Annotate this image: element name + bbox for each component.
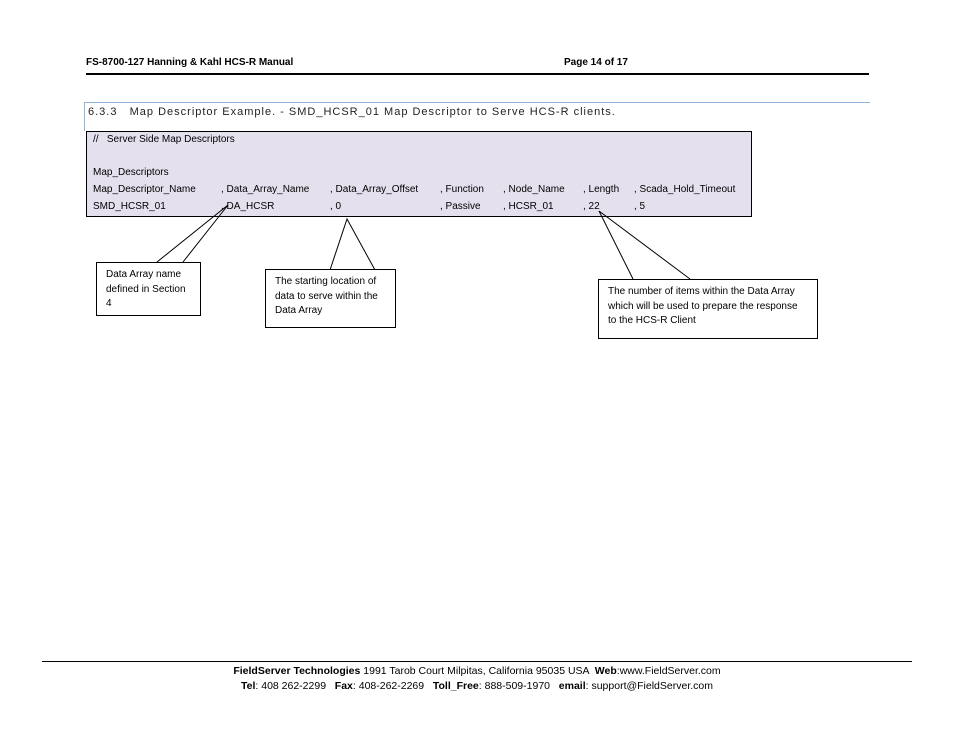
footer-fax: : 408-262-2269 [352, 680, 433, 692]
footer-tel-label: Tel [240, 680, 256, 692]
code-value: , 5 [634, 201, 646, 212]
code-value: , 22 [583, 201, 600, 212]
code-value: , 0 [330, 201, 342, 212]
length-callout: The number of items within the Data Array which will be used to prepare the response to the HCS-R Client [598, 279, 818, 339]
footer-web-label: Web [594, 665, 617, 677]
page-number: Page 14 of 17 [564, 57, 628, 68]
footer-web: :www.FieldServer.com [616, 665, 721, 677]
footer-tel: : 408 262-2299 [255, 680, 335, 692]
data-array-callout: Data Array name defined in Section 4 [96, 262, 201, 316]
section-title: 6.3.3 Map Descriptor Example. - SMD_HCSR_01 Map Descriptor to Serve HCS-R clients. [88, 106, 616, 118]
data-array-pointer [157, 205, 228, 262]
footer-email: : support@FieldServer.com [585, 680, 713, 692]
offset-callout: The starting location of data to serve within the Data Array [265, 269, 396, 328]
code-section-name: Map_Descriptors [93, 167, 169, 178]
code-value: , HCSR_01 [503, 201, 554, 212]
footer-address: 1991 Tarob Court Milpitas, California 95035 USA [360, 665, 595, 677]
code-value: SMD_HCSR_01 [93, 201, 166, 212]
footer-email-label: email [558, 680, 586, 692]
code-column-header: , Function [440, 184, 484, 195]
code-column-header: , Data_Array_Offset [330, 184, 419, 195]
code-column-header: Map_Descriptor_Name [93, 184, 196, 195]
code-value: , DA_HCSR [221, 201, 275, 212]
footer-rule [42, 661, 912, 662]
offset-pointer [330, 219, 375, 270]
code-column-header: , Node_Name [503, 184, 565, 195]
document-title: FS-8700-127 Hanning & Kahl HCS-R Manual [86, 57, 294, 68]
footer-line-1 [0, 665, 954, 677]
length-pointer [599, 211, 690, 279]
code-column-header: , Data_Array_Name [221, 184, 310, 195]
footer-tollfree-label: Toll_Free [432, 680, 479, 692]
footer-company: FieldServer Technologies [233, 665, 361, 677]
footer-line-2 [0, 680, 954, 692]
code-value: , Passive [440, 201, 481, 212]
code-comment: // Server Side Map Descriptors [93, 134, 235, 145]
code-column-header: , Length [583, 184, 620, 195]
footer-tollfree: : 888-509-1970 [478, 680, 559, 692]
footer-fax-label: Fax [334, 680, 353, 692]
code-column-header: , Scada_Hold_Timeout [634, 184, 736, 195]
